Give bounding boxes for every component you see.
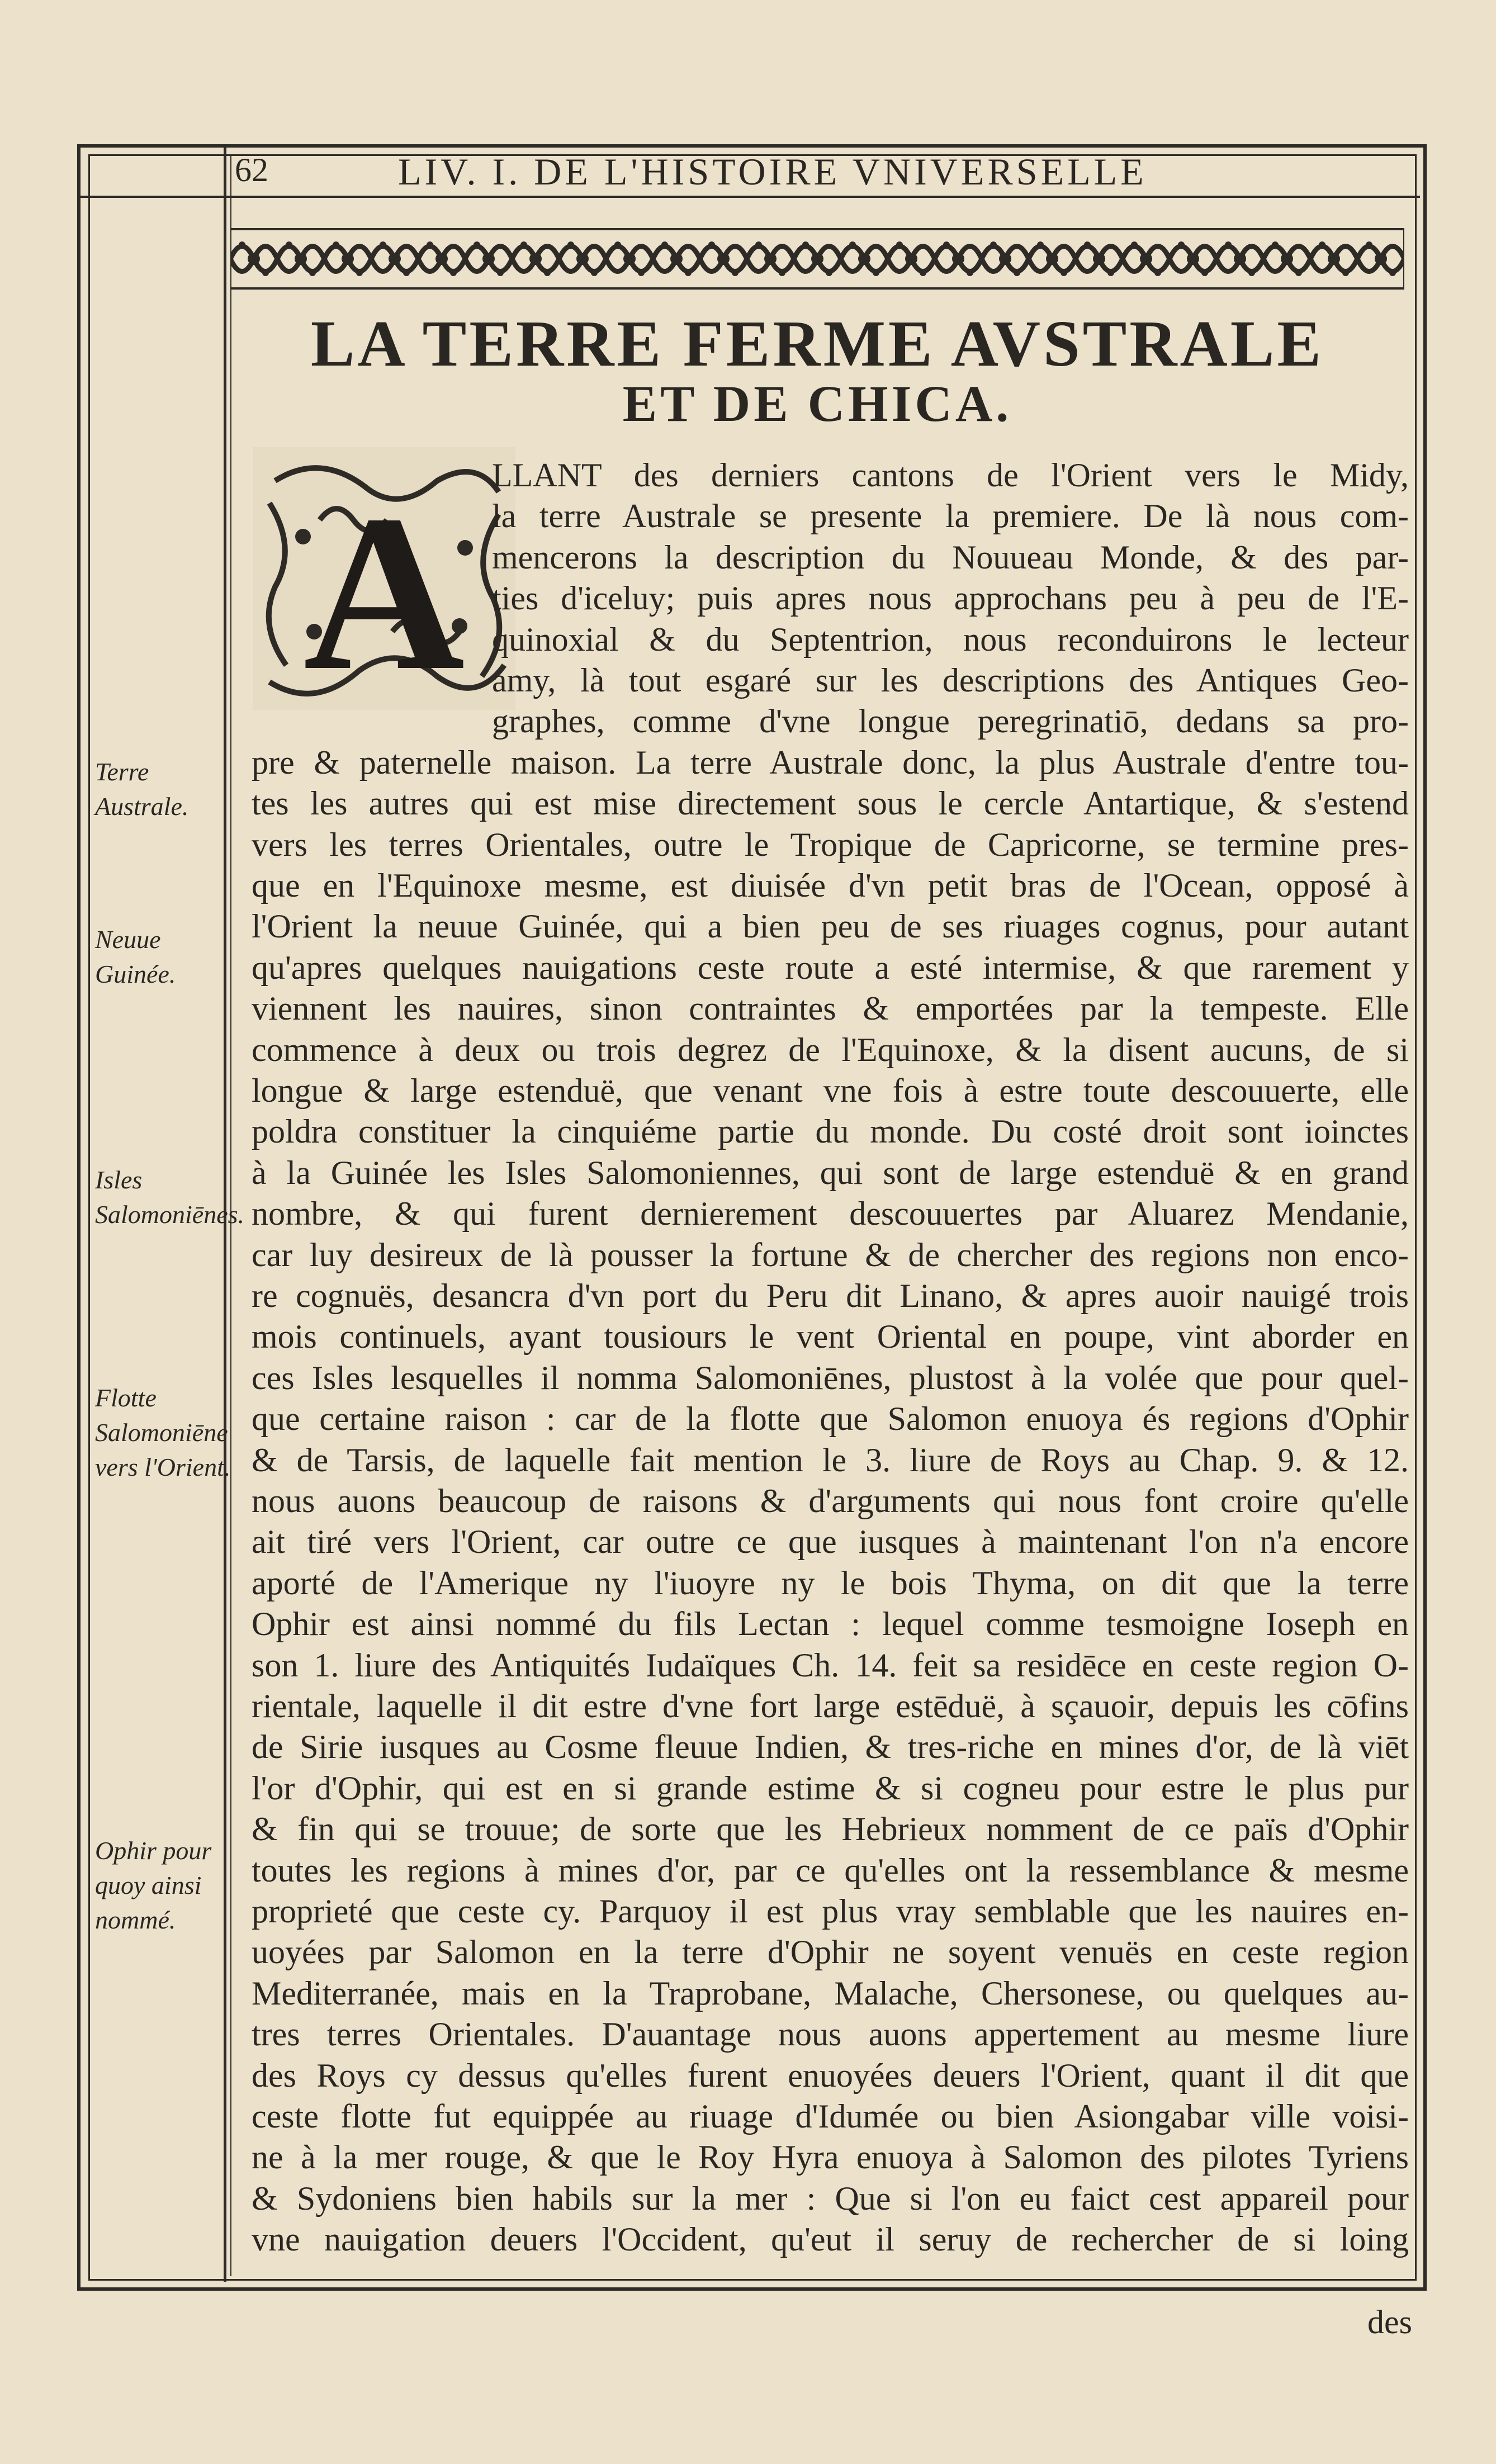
body-line: ceste flotte fut equippée au riuage d'Idumée ou bien Asiongabar ville voisi-	[252, 2098, 1409, 2135]
body-line: commence à deux ou trois degrez de l'Equinoxe, & la disent aucuns, de si	[252, 1031, 1409, 1068]
body-line: ties d'iceluy; puis apres nous approchans peu à peu de l'E-	[492, 580, 1409, 617]
body-line: & Sydoniens bien habils sur la mer : Que si l'on eu faict cest appareil pour	[252, 2180, 1409, 2217]
head-rule	[78, 196, 1420, 198]
body-line: de Sirie iusques au Cosme fleuue Indien, & tres-riche en mines d'or, de là viēt	[252, 1728, 1409, 1765]
body-line: car luy desireux de là pousser la fortune & de chercher des regions non enco-	[252, 1236, 1409, 1273]
body-line: quinoxial & du Septentrion, nous reconduirons le lecteur	[492, 621, 1409, 658]
body-line: nombre, & qui furent dernierement descouuertes par Aluarez Mendanie,	[252, 1195, 1409, 1232]
body-line: vers les terres Orientales, outre le Tropique de Capricorne, se termine pres-	[252, 826, 1409, 863]
body-line: nous auons beaucoup de raisons & d'arguments qui nous font croire qu'elle	[252, 1482, 1409, 1519]
marginal-note-isles-salomoniennes: Isles Salomoniēnes.	[95, 1165, 245, 1229]
body-line: ne à la mer rouge, & que le Roy Hyra enuoya à Salomon des pilotes Tyriens	[252, 2139, 1409, 2176]
marginal-note-ophir: Ophir pour quoy ainsi nommé.	[95, 1836, 212, 1934]
body-line: viennent les nauires, sinon contraintes & emportées par la tempeste. Elle	[252, 990, 1409, 1027]
body-line: tes les autres qui est mise directement sous le cercle Antartique, & s'estend	[252, 785, 1409, 822]
running-head-title: LIV. I. DE L'HISTOIRE VNIVERSELLE	[398, 150, 1147, 193]
decorated-initial	[253, 447, 515, 710]
body-line: aporté de l'Amerique ny l'iuoyre ny le bois Thyma, on dit que la terre	[252, 1565, 1409, 1601]
chapter-title-line1: LA TERRE FERME AVSTRALE	[310, 307, 1324, 380]
body-line: rientale, laquelle il dit estre d'vne fort large estēduë, à sçauoir, depuis les cōfins	[252, 1688, 1409, 1724]
body-line: LLANT des derniers cantons de l'Orient vers le Midy,	[492, 457, 1409, 494]
body-line: longue & large estenduë, que venant vne fois à estre toute descouuerte, elle	[252, 1072, 1409, 1109]
body-line: la terre Australe se presente la premiere. De là nous com-	[492, 497, 1409, 534]
body-line: tres terres Orientales. D'auantage nous auons appertement au mesme liure	[252, 2016, 1409, 2053]
marginal-note-flotte-salomonienne: Flotte Salomoniēne vers l'Orient.	[95, 1383, 231, 1481]
chapter-title-line2: ET DE CHICA.	[622, 375, 1012, 432]
body-line: que certaine raison : car de la flotte que Salomon enuoya és regions d'Ophir	[252, 1400, 1409, 1437]
body-line: vne nauigation deuers l'Occident, qu'eut il seruy de rechercher de si loing	[252, 2221, 1409, 2258]
body-line: poldra constituer la cinquiéme partie du monde. Du costé droit sont ioinctes	[252, 1113, 1409, 1150]
body-line: proprieté que ceste cy. Parquoy il est plus vray semblable que les nauires en-	[252, 1893, 1409, 1930]
marginal-note-neuue-guinee: Neuue Guinée.	[95, 925, 176, 988]
running-head	[230, 150, 1404, 193]
body-line: pre & paternelle maison. La terre Australe donc, la plus Australe d'entre tou-	[252, 744, 1409, 781]
foot-rule	[230, 2289, 1415, 2291]
body-line: son 1. liure des Antiquités Iudaïques Ch. 14. feit sa residēce en ceste region O-	[252, 1647, 1409, 1684]
body-line: l'Orient la neuue Guinée, qui a bien peu de ses riuages cognus, pour autant	[252, 908, 1409, 945]
body-line: mencerons la description du Nouueau Monde, & des par-	[492, 539, 1409, 576]
body-line: & fin qui se trouue; de sorte que les Hebrieux nomment de ce païs d'Ophir	[252, 1811, 1409, 1847]
body-line: & de Tarsis, de laquelle fait mention le 3. liure de Roys au Chap. 9. & 12.	[252, 1442, 1409, 1479]
body-line: ces Isles lesquelles il nomma Salomoniēnes, plustost à la volée que pour quel-	[252, 1359, 1409, 1396]
body-line: mois continuels, ayant tousiours le vent Oriental en poupe, vint aborder en	[252, 1318, 1409, 1355]
body-line: qu'apres quelques nauigations ceste route a esté intermise, & que rarement y	[252, 949, 1409, 986]
body-line: que en l'Equinoxe mesme, est diuisée d'vn petit bras de l'Ocean, opposé à	[252, 867, 1409, 904]
drop-cap-letter: A	[303, 469, 465, 710]
body-line: uoyées par Salomon en la terre d'Ophir ne soyent venuës en ceste region	[252, 1934, 1409, 1970]
body-line: des Roys cy dessus qu'elles furent enuoyées deuers l'Orient, quant il dit que	[252, 2057, 1409, 2094]
marginal-note-terre-australe: Terre Australe.	[95, 757, 189, 821]
page-number: 62	[235, 151, 268, 188]
body-line: toutes les regions à mines d'or, par ce qu'elles ont la ressemblance & mesme	[252, 1852, 1409, 1889]
body-line: amy, là tout esgaré sur les descriptions des Antiques Geo-	[492, 662, 1409, 699]
ornamental-band	[230, 228, 1404, 290]
body-line: graphes, comme d'vne longue peregrinatiō, dedans sa pro-	[492, 703, 1409, 740]
body-line: Mediterranée, mais en la Traprobane, Malache, Chersonese, ou quelques au-	[252, 1975, 1409, 2012]
body-line: à la Guinée les Isles Salomoniennes, qui sont de large estenduë & en grand	[252, 1154, 1409, 1191]
body-line: ait tiré vers l'Orient, car outre ce que iusques à maintenant l'on n'a encore	[252, 1523, 1409, 1560]
body-line: re cognuës, desancra d'vn port du Peru dit Linano, & apres auoir nauigé trois	[252, 1277, 1409, 1314]
catchword: des	[1367, 2304, 1412, 2340]
body-line: Ophir est ainsi nommé du fils Lectan : lequel comme tesmoigne Ioseph en	[252, 1605, 1409, 1642]
body-line: l'or d'Ophir, qui est en si grande estime & si cogneu pour estre le plus pur	[252, 1770, 1409, 1807]
